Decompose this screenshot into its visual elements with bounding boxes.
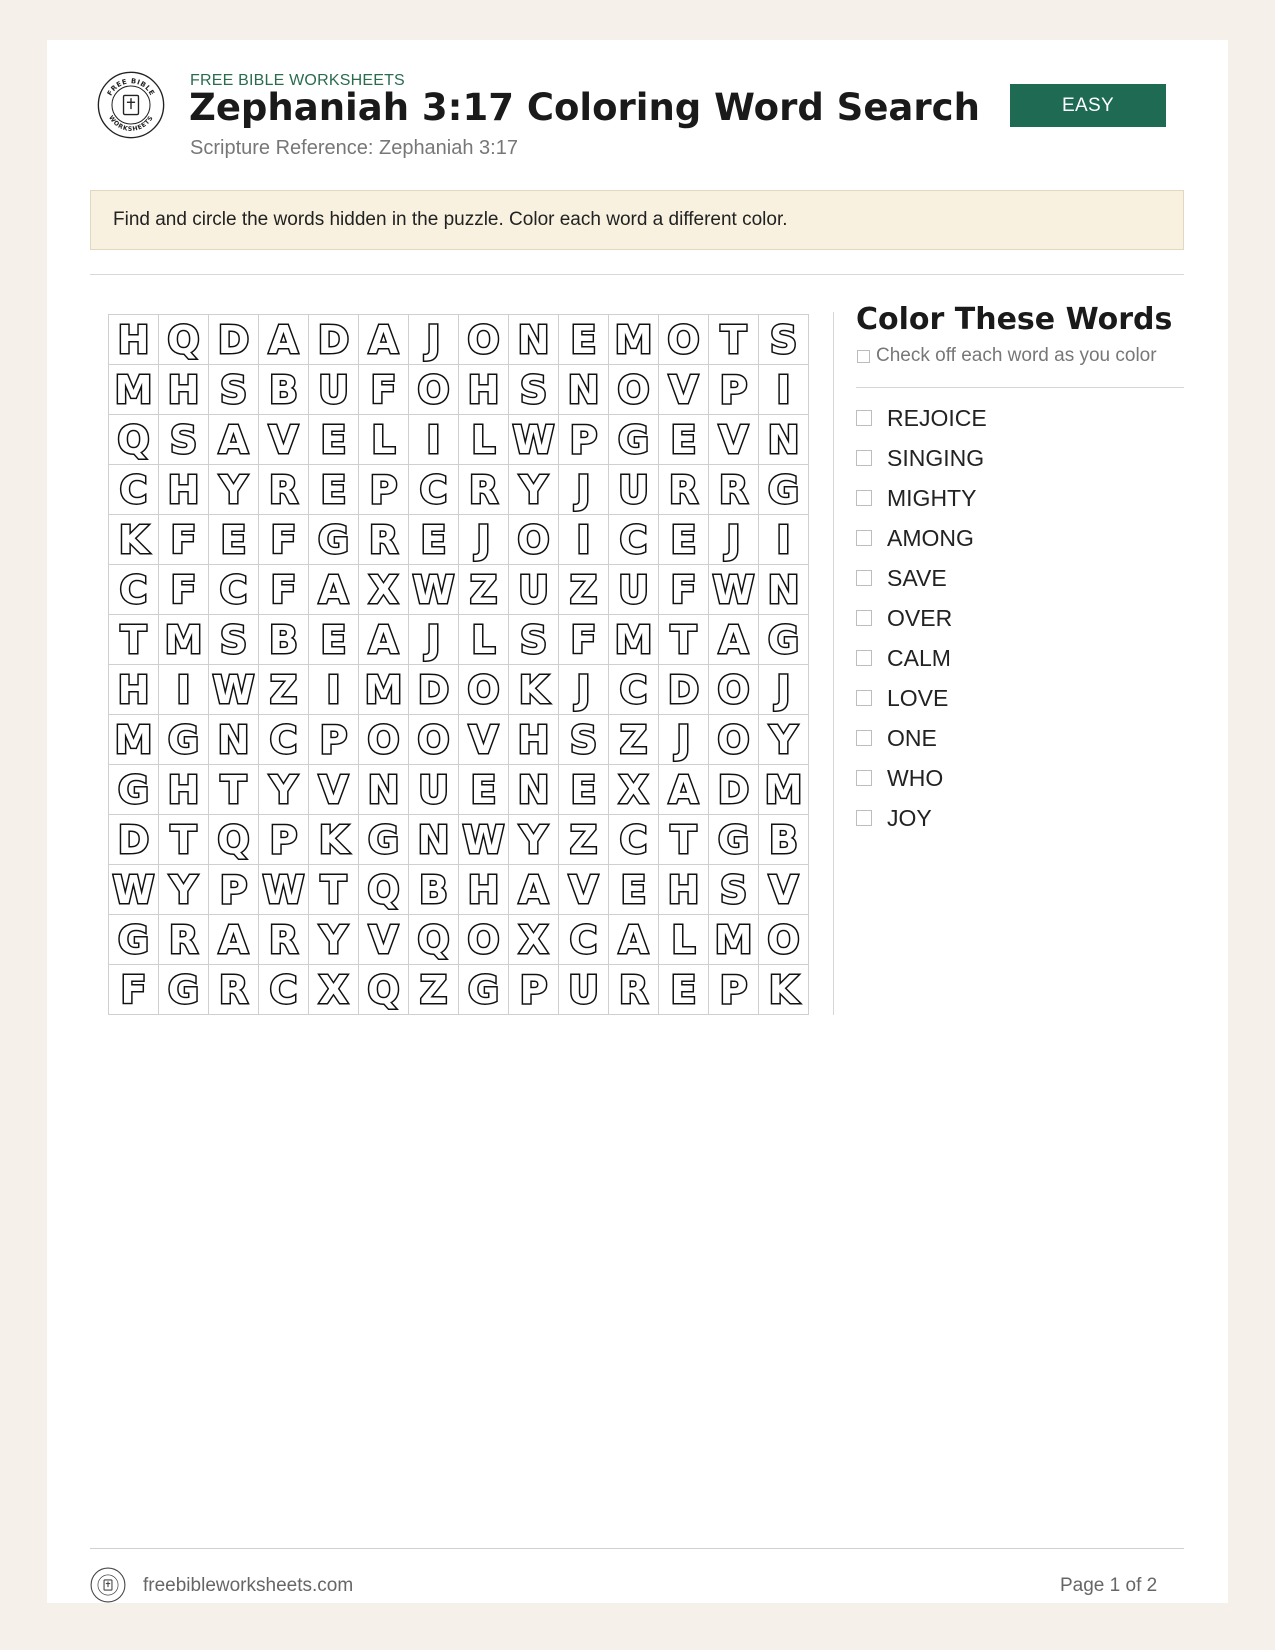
grid-cell[interactable]: J	[459, 515, 509, 565]
grid-cell[interactable]: T	[109, 615, 159, 665]
grid-cell[interactable]: M	[709, 915, 759, 965]
grid-cell[interactable]: G	[609, 415, 659, 465]
grid-cell[interactable]: N	[759, 415, 809, 465]
grid-cell[interactable]: Y	[209, 465, 259, 515]
grid-cell[interactable]: R	[209, 965, 259, 1015]
grid-cell[interactable]: T	[659, 815, 709, 865]
grid-cell[interactable]: G	[109, 915, 159, 965]
grid-cell[interactable]: C	[609, 515, 659, 565]
grid-cell[interactable]: E	[309, 615, 359, 665]
grid-cell[interactable]: J	[559, 465, 609, 515]
grid-cell[interactable]: H	[459, 865, 509, 915]
grid-cell[interactable]: N	[509, 765, 559, 815]
grid-cell[interactable]: O	[659, 315, 709, 365]
grid-cell[interactable]: A	[209, 415, 259, 465]
grid-cell[interactable]: R	[359, 515, 409, 565]
grid-cell[interactable]: H	[109, 315, 159, 365]
word-checkbox[interactable]	[856, 770, 872, 786]
instructions-box: Find and circle the words hidden in the puzzle. Color each word a different color.	[90, 190, 1184, 250]
grid-cell[interactable]: O	[409, 365, 459, 415]
grid-cell[interactable]: A	[659, 765, 709, 815]
word-checkbox[interactable]	[856, 810, 872, 826]
grid-cell[interactable]: R	[609, 965, 659, 1015]
grid-cell[interactable]: J	[559, 665, 609, 715]
grid-cell[interactable]: O	[709, 665, 759, 715]
grid-cell[interactable]: V	[709, 415, 759, 465]
logo-icon	[97, 71, 165, 139]
grid-cell[interactable]: G	[309, 515, 359, 565]
grid-cell[interactable]: G	[159, 965, 209, 1015]
grid-cell[interactable]: N	[559, 365, 609, 415]
grid-cell[interactable]: U	[559, 965, 609, 1015]
word-list-title: Color These Words	[856, 302, 1173, 337]
grid-cell[interactable]: M	[159, 615, 209, 665]
grid-cell[interactable]: V	[459, 715, 509, 765]
grid-cell[interactable]: T	[159, 815, 209, 865]
grid-cell[interactable]: U	[609, 565, 659, 615]
word-checkbox[interactable]	[856, 730, 872, 746]
grid-cell[interactable]: O	[459, 315, 509, 365]
grid-cell[interactable]: G	[759, 615, 809, 665]
grid-cell[interactable]: W	[459, 815, 509, 865]
grid-cell[interactable]: E	[659, 415, 709, 465]
grid-cell[interactable]: K	[309, 815, 359, 865]
grid-cell[interactable]: E	[209, 515, 259, 565]
grid-cell[interactable]: V	[559, 865, 609, 915]
grid-cell[interactable]: G	[759, 465, 809, 515]
grid-cell[interactable]: F	[259, 565, 309, 615]
logo-top-text: FREE BIBLE	[105, 77, 157, 98]
grid-cell[interactable]: I	[409, 415, 459, 465]
grid-cell[interactable]: U	[509, 565, 559, 615]
grid-cell[interactable]: E	[609, 865, 659, 915]
grid-cell[interactable]: F	[359, 365, 409, 415]
word-checkbox[interactable]	[856, 690, 872, 706]
grid-cell[interactable]: F	[159, 515, 209, 565]
word-checkbox[interactable]	[856, 410, 872, 426]
grid-cell[interactable]: D	[659, 665, 709, 715]
grid-cell[interactable]: K	[759, 965, 809, 1015]
grid-cell[interactable]: S	[709, 865, 759, 915]
grid-cell[interactable]: Z	[409, 965, 459, 1015]
grid-cell[interactable]: H	[459, 365, 509, 415]
grid-cell[interactable]: C	[259, 965, 309, 1015]
grid-cell[interactable]: J	[409, 315, 459, 365]
grid-cell[interactable]: T	[659, 615, 709, 665]
word-checkbox[interactable]	[856, 650, 872, 666]
grid-cell[interactable]: H	[509, 715, 559, 765]
grid-cell[interactable]: P	[259, 815, 309, 865]
grid-cell[interactable]: G	[159, 715, 209, 765]
grid-cell[interactable]: H	[659, 865, 709, 915]
grid-cell[interactable]: Q	[359, 965, 409, 1015]
grid-cell[interactable]: J	[759, 665, 809, 715]
grid-cell[interactable]: N	[359, 765, 409, 815]
grid-cell[interactable]: T	[309, 865, 359, 915]
grid-cell[interactable]: G	[459, 965, 509, 1015]
word-label: AMONG	[887, 524, 974, 551]
grid-cell[interactable]: I	[559, 515, 609, 565]
grid-cell[interactable]: A	[609, 915, 659, 965]
brand-label: FREE BIBLE WORKSHEETS	[190, 72, 405, 89]
grid-cell[interactable]: E	[559, 765, 609, 815]
word-item	[856, 398, 987, 438]
grid-cell[interactable]: R	[709, 465, 759, 515]
grid-cell[interactable]: E	[559, 315, 609, 365]
grid-cell[interactable]: I	[759, 365, 809, 415]
grid-cell[interactable]: P	[709, 365, 759, 415]
checkbox-icon	[857, 350, 870, 363]
word-label: MIGHTY	[887, 484, 977, 511]
scripture-reference: Scripture Reference: Zephaniah 3:17	[190, 137, 518, 159]
grid-cell[interactable]: C	[209, 565, 259, 615]
word-item	[856, 798, 987, 838]
grid-cell[interactable]: M	[609, 315, 659, 365]
grid-cell[interactable]: U	[409, 765, 459, 815]
grid-cell[interactable]: W	[109, 865, 159, 915]
grid-cell[interactable]: M	[109, 365, 159, 415]
word-item	[856, 718, 987, 758]
grid-cell[interactable]: S	[559, 715, 609, 765]
grid-cell[interactable]: D	[309, 315, 359, 365]
grid-cell[interactable]: D	[709, 765, 759, 815]
grid-cell[interactable]: W	[509, 415, 559, 465]
grid-cell[interactable]: O	[509, 515, 559, 565]
word-list-hint-text: Check off each word as you color	[876, 345, 1157, 366]
grid-cell[interactable]: O	[409, 715, 459, 765]
word-item	[856, 558, 987, 598]
grid-cell[interactable]: M	[759, 765, 809, 815]
grid-cell[interactable]: O	[709, 715, 759, 765]
grid-cell[interactable]: X	[309, 965, 359, 1015]
grid-cell[interactable]: P	[559, 415, 609, 465]
grid-cell[interactable]: V	[359, 915, 409, 965]
grid-cell[interactable]: A	[209, 915, 259, 965]
footer-logo-icon	[90, 1567, 126, 1603]
word-label: OVER	[887, 604, 953, 631]
word-search-grid	[108, 314, 809, 1015]
grid-cell[interactable]: R	[259, 915, 309, 965]
grid-cell[interactable]: N	[759, 565, 809, 615]
grid-cell[interactable]: G	[709, 815, 759, 865]
grid-cell[interactable]: E	[659, 965, 709, 1015]
word-item	[856, 518, 987, 558]
word-label: WHO	[887, 764, 944, 791]
worksheet-page	[47, 40, 1228, 1603]
grid-cell[interactable]: B	[259, 365, 309, 415]
grid-cell[interactable]: E	[459, 765, 509, 815]
grid-cell[interactable]: O	[609, 365, 659, 415]
grid-cell[interactable]: T	[209, 765, 259, 815]
grid-cell[interactable]: C	[559, 915, 609, 965]
grid-cell[interactable]: H	[159, 365, 209, 415]
word-item	[856, 758, 987, 798]
grid-cell[interactable]: L	[659, 915, 709, 965]
word-label: REJOICE	[887, 404, 987, 431]
grid-cell[interactable]: V	[259, 415, 309, 465]
page-number: Page 1 of 2	[1060, 1575, 1158, 1596]
grid-cell[interactable]: S	[509, 365, 559, 415]
word-item	[856, 598, 987, 638]
grid-cell[interactable]: K	[109, 515, 159, 565]
grid-cell[interactable]: G	[359, 815, 409, 865]
word-item	[856, 638, 987, 678]
grid-cell[interactable]: F	[159, 565, 209, 615]
grid-cell[interactable]: Z	[559, 815, 609, 865]
page-title: Zephaniah 3:17 Coloring Word Search	[189, 86, 980, 129]
footer-divider	[90, 1548, 1184, 1549]
grid-cell[interactable]: P	[509, 965, 559, 1015]
grid-cell[interactable]: G	[109, 765, 159, 815]
grid-cell[interactable]: A	[509, 865, 559, 915]
word-item	[856, 438, 987, 478]
grid-cell[interactable]: D	[209, 315, 259, 365]
grid-cell[interactable]: P	[709, 965, 759, 1015]
grid-cell[interactable]: D	[409, 665, 459, 715]
grid-cell[interactable]: E	[309, 415, 359, 465]
grid-cell[interactable]: W	[409, 565, 459, 615]
grid-cell[interactable]: W	[209, 665, 259, 715]
grid-cell[interactable]: C	[609, 665, 659, 715]
word-checkbox[interactable]	[856, 570, 872, 586]
grid-cell[interactable]: Z	[559, 565, 609, 615]
grid-cell[interactable]: X	[609, 765, 659, 815]
grid-cell[interactable]: N	[509, 315, 559, 365]
word-checkbox[interactable]	[856, 530, 872, 546]
grid-cell[interactable]: J	[709, 515, 759, 565]
grid-cell[interactable]: Y	[759, 715, 809, 765]
grid-cell[interactable]: Q	[359, 865, 409, 915]
grid-cell[interactable]: N	[409, 815, 459, 865]
grid-cell[interactable]: R	[259, 465, 309, 515]
grid-cell[interactable]: X	[509, 915, 559, 965]
grid-cell[interactable]: P	[209, 865, 259, 915]
grid-cell[interactable]: Y	[509, 465, 559, 515]
grid-cell[interactable]: L	[459, 615, 509, 665]
grid-cell[interactable]: C	[109, 565, 159, 615]
grid-cell[interactable]: W	[709, 565, 759, 615]
grid-cell[interactable]: V	[759, 865, 809, 915]
word-list-hint	[857, 345, 1157, 367]
grid-cell[interactable]: P	[309, 715, 359, 765]
grid-cell[interactable]: I	[759, 515, 809, 565]
grid-cell[interactable]: C	[409, 465, 459, 515]
grid-cell[interactable]: D	[109, 815, 159, 865]
grid-cell[interactable]: M	[609, 615, 659, 665]
grid-cell[interactable]: R	[159, 915, 209, 965]
grid-cell[interactable]: F	[559, 615, 609, 665]
grid-cell[interactable]: K	[509, 665, 559, 715]
word-item	[856, 678, 987, 718]
grid-cell[interactable]: Z	[609, 715, 659, 765]
grid-cell[interactable]: Y	[509, 815, 559, 865]
word-checkbox[interactable]	[856, 490, 872, 506]
word-label: JOY	[887, 804, 932, 831]
grid-cell[interactable]: A	[709, 615, 759, 665]
grid-cell[interactable]: W	[259, 865, 309, 915]
grid-cell[interactable]: C	[109, 465, 159, 515]
word-label: SAVE	[887, 564, 947, 591]
grid-cell[interactable]: E	[309, 465, 359, 515]
grid-cell[interactable]: H	[159, 465, 209, 515]
grid-cell[interactable]: O	[359, 715, 409, 765]
logo-bottom-text: WORKSHEETS	[107, 114, 155, 133]
vertical-divider	[833, 312, 834, 1015]
footer-site-link[interactable]: freebibleworksheets.com	[143, 1575, 354, 1596]
grid-cell[interactable]: T	[709, 315, 759, 365]
grid-cell[interactable]: S	[159, 415, 209, 465]
grid-cell[interactable]: U	[609, 465, 659, 515]
word-label: LOVE	[887, 684, 949, 711]
grid-cell[interactable]: O	[459, 915, 509, 965]
grid-cell[interactable]: L	[459, 415, 509, 465]
grid-cell[interactable]: Q	[409, 915, 459, 965]
grid-cell[interactable]: V	[309, 765, 359, 815]
grid-cell[interactable]: R	[659, 465, 709, 515]
grid-cell[interactable]: A	[359, 315, 409, 365]
grid-cell[interactable]: J	[659, 715, 709, 765]
grid-cell[interactable]: S	[759, 315, 809, 365]
grid-cell[interactable]: I	[159, 665, 209, 715]
grid-cell[interactable]: M	[359, 665, 409, 715]
grid-cell[interactable]: A	[259, 315, 309, 365]
grid-cell[interactable]: C	[259, 715, 309, 765]
word-label: SINGING	[887, 444, 985, 471]
grid-cell[interactable]: Y	[309, 915, 359, 965]
grid-cell[interactable]: Q	[159, 315, 209, 365]
grid-cell[interactable]: E	[409, 515, 459, 565]
word-checkbox[interactable]	[856, 450, 872, 466]
grid-cell[interactable]: J	[409, 615, 459, 665]
grid-cell[interactable]: Y	[159, 865, 209, 915]
word-label: CALM	[887, 644, 951, 671]
grid-cell[interactable]: P	[359, 465, 409, 515]
grid-cell[interactable]: A	[359, 615, 409, 665]
grid-cell[interactable]: Y	[259, 765, 309, 815]
grid-cell[interactable]: Z	[459, 565, 509, 615]
grid-cell[interactable]: X	[359, 565, 409, 615]
difficulty-badge: EASY	[1010, 84, 1166, 127]
grid-cell[interactable]: S	[509, 615, 559, 665]
grid-cell[interactable]: H	[109, 665, 159, 715]
grid-cell[interactable]: F	[109, 965, 159, 1015]
word-list-divider	[856, 387, 1184, 388]
grid-cell[interactable]: R	[459, 465, 509, 515]
grid-cell[interactable]: S	[209, 615, 259, 665]
grid-cell[interactable]: L	[359, 415, 409, 465]
grid-cell[interactable]: S	[209, 365, 259, 415]
grid-cell[interactable]: F	[659, 565, 709, 615]
grid-cell[interactable]: M	[109, 715, 159, 765]
grid-cell[interactable]: E	[659, 515, 709, 565]
grid-cell[interactable]: H	[159, 765, 209, 815]
grid-cell[interactable]: B	[409, 865, 459, 915]
grid-cell[interactable]: F	[259, 515, 309, 565]
grid-cell[interactable]: Q	[109, 415, 159, 465]
word-item	[856, 478, 987, 518]
grid-cell[interactable]: B	[259, 615, 309, 665]
grid-cell[interactable]: I	[309, 665, 359, 715]
grid-cell[interactable]: N	[209, 715, 259, 765]
grid-cell[interactable]: U	[309, 365, 359, 415]
word-list	[856, 398, 987, 838]
grid-cell[interactable]: O	[459, 665, 509, 715]
grid-cell[interactable]: C	[609, 815, 659, 865]
word-checkbox[interactable]	[856, 610, 872, 626]
divider	[90, 274, 1184, 275]
grid-cell[interactable]: B	[759, 815, 809, 865]
grid-cell[interactable]: Q	[209, 815, 259, 865]
grid-cell[interactable]: Z	[259, 665, 309, 715]
grid-cell[interactable]: A	[309, 565, 359, 615]
grid-cell[interactable]: V	[659, 365, 709, 415]
grid-cell[interactable]: O	[759, 915, 809, 965]
word-label: ONE	[887, 724, 937, 751]
